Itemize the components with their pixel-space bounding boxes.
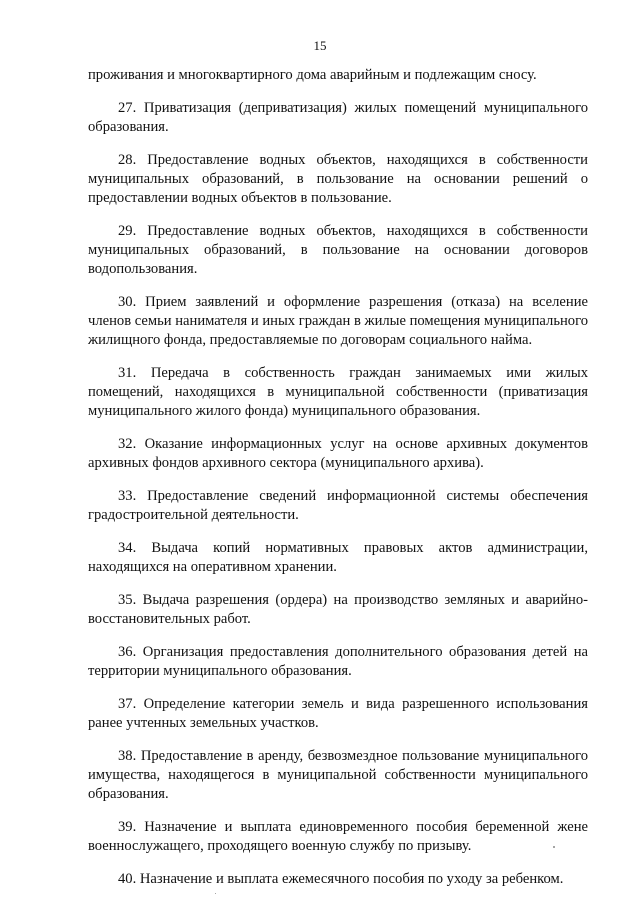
list-item-36: 36. Организация предоставления дополнительного образования детей на территории муниципального образования. (88, 644, 588, 679)
list-item-37: 37. Определение категории земель и вида разрешенного использования ранее учтенных земельных участков. (88, 696, 588, 731)
list-item-40: 40. Назначение и выплата ежемесячного пособия по уходу за ребенком. (118, 871, 564, 887)
list-item-32: 32. Оказание информационных услуг на основе архивных документов архивных фондов архивного сектора (муниципального архива). (88, 436, 588, 471)
list-item-38: 38. Предоставление в аренду, безвозмездное пользование муниципального имущества, находящегося в муниципальной собственности муниципального образования. (88, 748, 588, 802)
scan-speck (553, 846, 555, 848)
list-item-33: 33. Предоставление сведений информационной системы обеспечения градостроительной деятельности. (88, 488, 588, 523)
list-item-31: 31. Передача в собственность граждан занимаемых ими жилых помещений, находящихся в муниципальной собственности (приватизация муниципального жилого фонда) муниципального образования. (88, 365, 588, 419)
list-item-34: 34. Выдача копий нормативных правовых актов администрации, находящихся на оперативном хранении. (88, 540, 588, 575)
list-item-29: 29. Предоставление водных объектов, находящихся в собственности муниципальных образований, в пользование на основании договоров водопользования. (88, 223, 588, 277)
page-number: 15 (313, 38, 327, 53)
list-item-30: 30. Прием заявлений и оформление разрешения (отказа) на вселение членов семьи нанимателя и иных граждан в жилые помещения муниципального жилищного фонда, предоставляемые по договорам социального найма. (88, 294, 588, 348)
list-item-35: 35. Выдача разрешения (ордера) на производство земляных и аварийно-восстановительных работ. (88, 592, 588, 627)
document-body (88, 66, 588, 903)
list-item-39: 39. Назначение и выплата единовременного пособия беременной жене военнослужащего, проходящего военную службу по призыву. (88, 819, 588, 854)
list-item-28: 28. Предоставление водных объектов, находящихся в собственности муниципальных образований, в пользование на основании решений о предоставлении водных объектов в пользование. (88, 152, 588, 206)
scan-speck (215, 893, 216, 894)
list-item-27: 27. Приватизация (деприватизация) жилых помещений муниципального образования. (88, 100, 588, 135)
paragraph-continuation: проживания и многоквартирного дома аварийным и подлежащим сносу. (88, 67, 537, 83)
